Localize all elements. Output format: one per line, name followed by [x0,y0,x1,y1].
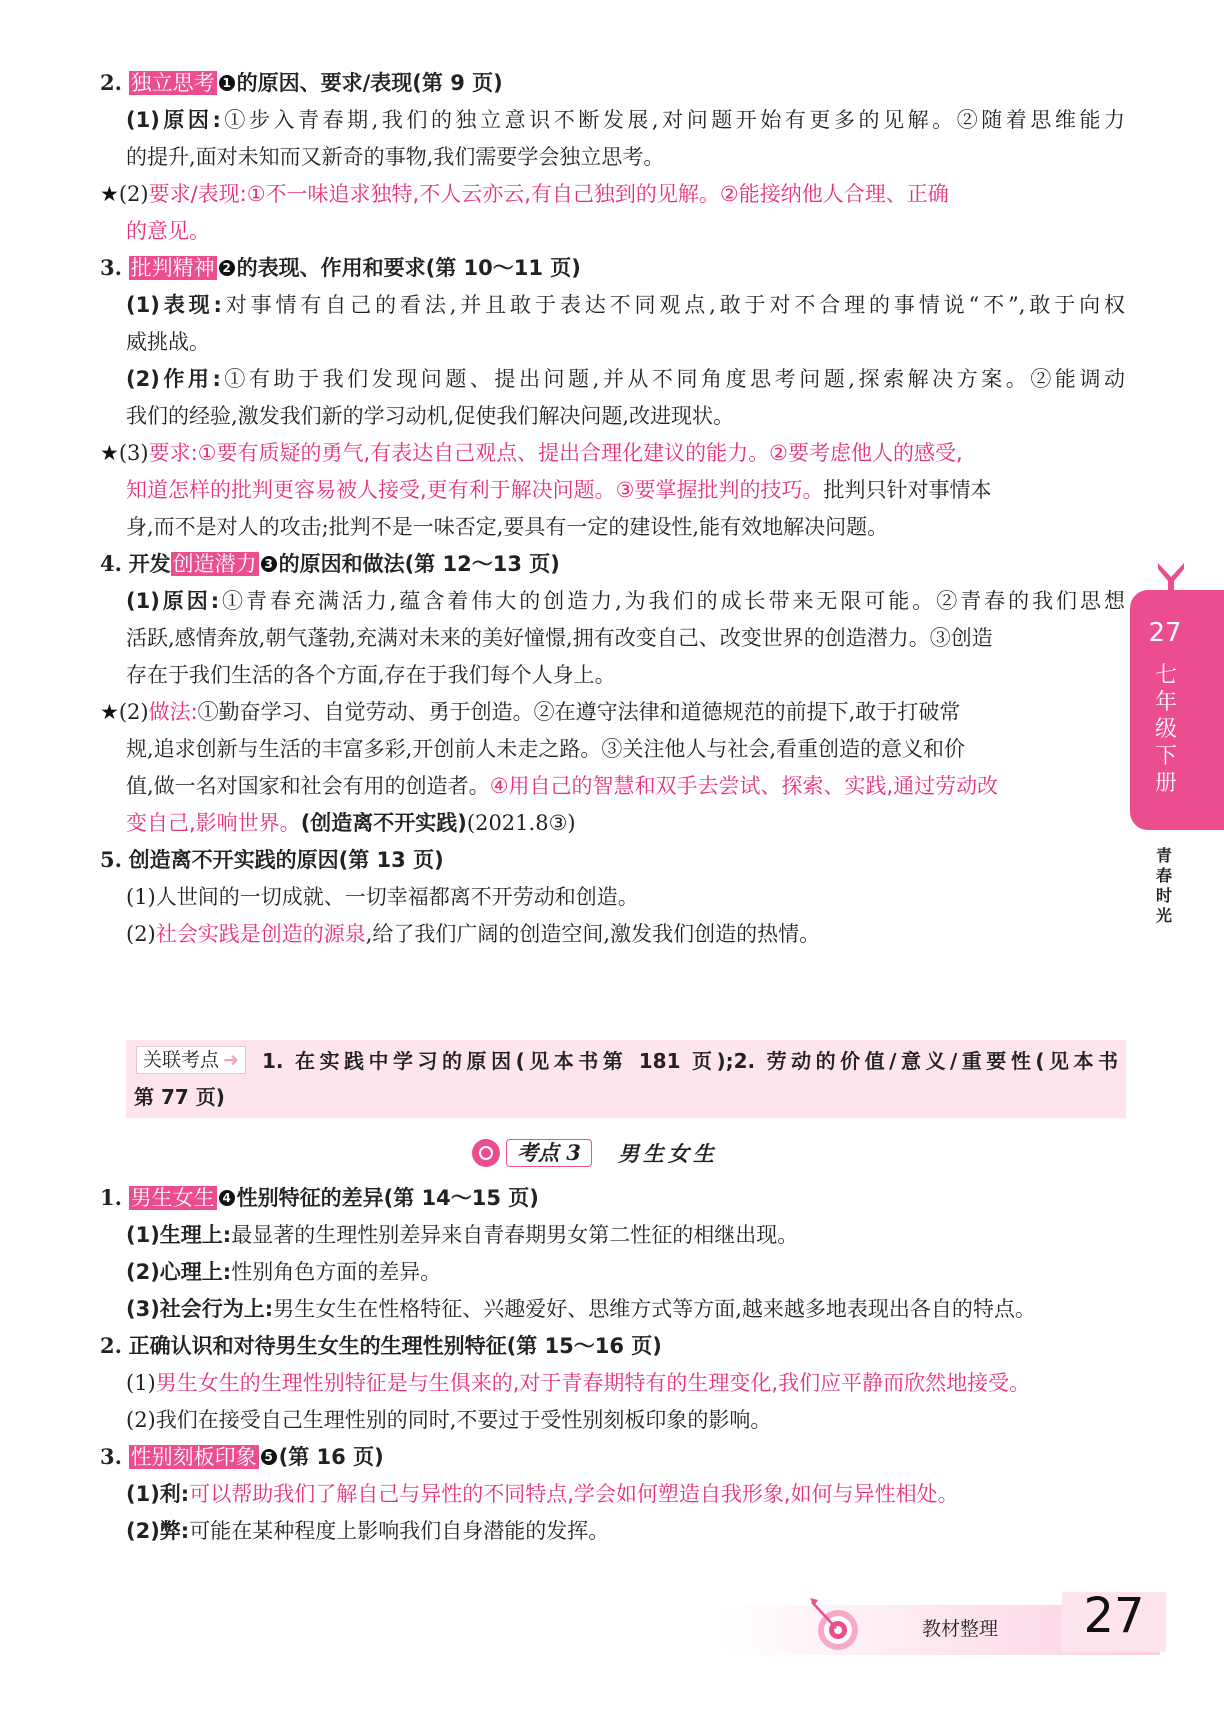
section-title: 男生女生 [617,1141,718,1166]
text-line: 规,追求创新与生活的丰富多彩,开创前人未走之路。③关注他人与社会,看重创造的意义和价 [126,737,966,761]
star-icon: ★ [100,441,119,465]
text-line: (1)表现:对事情有自己的看法,并且敢于表达不同观点,敢于对不合理的事情说“不”,敢于向权 [126,293,1125,317]
text-line: (1)利:可以帮助我们了解自己与异性的不同特点,学会如何塑造自我形象,如何与异性相处。 [126,1482,959,1506]
item-2-heading: 2. 正确认识和对待男生女生的生理性别特征(第 15～16 页) [100,1333,662,1358]
circled-number: 1 [219,75,235,91]
star-icon: ★ [100,182,119,206]
star-icon: ★ [100,700,119,724]
text-line: 身,而不是对人的攻击;批判不是一味否定,要具有一定的建设性,能有效地解决问题。 [126,515,889,539]
text-line: (3)社会行为上:男生女生在性格特征、兴趣爱好、思维方式等方面,越来越多地表现出各自的特点。 [126,1297,1036,1321]
circled-number: 2 [219,260,235,276]
item-3-heading: 3. 批判精神 2 的表现、作用和要求(第 10～11 页) [100,255,581,280]
related-text: 第 77 页) [134,1085,225,1109]
keyword-highlight: 男生女生 [130,1186,215,1210]
section-header [472,1138,718,1168]
text-line: (1)原因:①青春充满活力,蕴含着伟大的创造力,为我们的成长带来无限可能。②青春的我们思想 [126,589,1125,613]
chapter-side-tab [1130,590,1224,830]
text-line: 我们的经验,激发我们新的学习动机,促使我们解决问题,改进现状。 [126,404,735,428]
text-line: (1)原因:①步入青春期,我们的独立意识不断发展,对问题开始有更多的见解。②随着思维能力 [126,108,1125,132]
related-points-box [126,1040,1126,1118]
keyword-highlight: 独立思考 [130,71,215,95]
text-line: 存在于我们生活的各个方面,存在于我们每个人身上。 [126,663,616,687]
related-tag: 关联考点 ➜ [136,1046,246,1074]
grade-label: 七 年 级 下 册 [1154,663,1177,796]
text-line: ★(2)要求/表现:①不一味追求独特,不人云亦云,有自己独到的见解。②能接纳他人合理、正确 [100,182,949,206]
text-line: (2)弊:可能在某种程度上影响我们自身潜能的发挥。 [126,1519,610,1543]
text-line: (1)男生女生的生理性别特征是与生俱来的,对于青春期特有的生理变化,我们应平静而欣然地接受。 [126,1371,1031,1395]
item-4-heading: 4. 开发创造潜力 3 的原因和做法(第 12～13 页) [100,551,560,576]
keyword-highlight: 性别刻板印象 [130,1445,257,1469]
page-number: 27 [1083,1588,1145,1644]
text-line: (2)作用:①有助于我们发现问题、提出问题,并从不同角度思考问题,探索解决方案。②能调动 [126,367,1125,391]
text-line: 活跃,感情奔放,朝气蓬勃,充满对未来的美好憧憬,拥有改变自己、改变世界的创造潜力。③创造 [126,626,993,650]
item-3-heading: 3. 性别刻板印象 5 (第 16 页) [100,1444,384,1469]
item-1-heading: 1. 男生女生 4 性别特征的差异(第 14～15 页) [100,1185,539,1210]
text-line: 的意见。 [126,219,210,243]
footer-label: 教材整理 [922,1618,999,1640]
item-5-heading: 5. 创造离不开实践的原因(第 13 页) [100,847,444,872]
text-line: 变自己,影响世界。(创造离不开实践)(2021.8③) [126,811,576,835]
text-line: 的提升,面对未知而又新奇的事物,我们需要学会独立思考。 [126,145,665,169]
text-line: 威挑战。 [126,330,210,354]
keyword-highlight: 批判精神 [130,256,215,280]
circled-number: 3 [261,556,277,572]
side-page-number: 27 [1148,618,1182,648]
unit-label: 青 春 时 光 [1155,846,1172,925]
keyword-highlight: 创造潜力 [172,552,257,576]
text-line: (2)社会实践是创造的源泉,给了我们广阔的创造空间,激发我们创造的热情。 [126,922,821,946]
text-line: (1)生理上:最显著的生理性别差异来自青春期男女第二性征的相继出现。 [126,1223,799,1247]
item-2-heading: 2. 独立思考 1 的原因、要求/表现(第 9 页) [100,70,503,95]
text-line: 值,做一名对国家和社会有用的创造者。④用自己的智慧和双手去尝试、探索、实践,通过劳动改 [126,774,999,798]
text-line: ★(3)要求:①要有质疑的勇气,有表达自己观点、提出合理化建议的能力。②要考虑他人的感受, [100,441,963,465]
section-label: 考点 3 [506,1139,592,1167]
text-line: (2)我们在接受自己生理性别的同时,不要过于受性别刻板印象的影响。 [126,1408,772,1432]
target-icon [472,1139,500,1167]
text-line: 知道怎样的批判更容易被人接受,更有利于解决问题。③要掌握批判的技巧。批判只针对事情本 [126,478,992,502]
related-text: 1. 在实践中学习的原因(见本书第 181 页);2. 劳动的价值/意义/重要性(见本书 [262,1049,1118,1073]
circled-number: 4 [219,1190,235,1206]
text-line: (2)心理上:性别角色方面的差异。 [126,1260,442,1284]
text-line: ★(2)做法:①勤奋学习、自觉劳动、勇于创造。②在遵守法律和道德规范的前提下,敢于打破常 [100,700,961,724]
circled-number: 5 [261,1449,277,1465]
arrow-right-icon: ➜ [223,1049,239,1071]
text-line: (1)人世间的一切成就、一切幸福都离不开劳动和创造。 [126,885,639,909]
target-icon [808,1596,862,1654]
